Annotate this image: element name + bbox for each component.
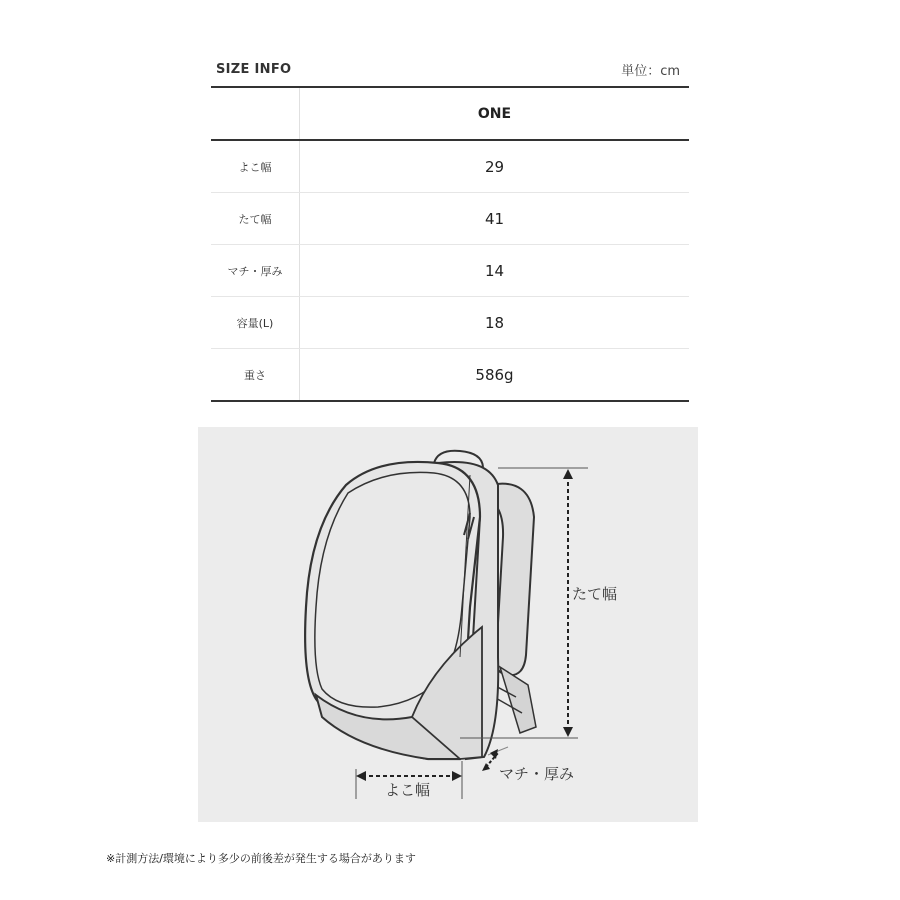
row-label: 容量(L) [211,297,300,349]
width-dimension-label: よこ幅 [385,781,431,799]
table-row [211,193,689,245]
row-label: たて幅 [211,193,300,245]
row-value: 41 [300,193,690,245]
size-table [211,86,689,402]
measurement-footnote: ※計測方法/環境により多少の前後差が発生する場合があります [106,852,416,865]
size-info-header [212,60,688,84]
row-value: 29 [300,140,690,193]
row-label: マチ・厚み [211,245,300,297]
backpack-illustration [198,427,698,822]
depth-dimension-label: マチ・厚み [499,765,575,783]
unit-label: 単位：cm [621,64,680,79]
table-row [211,349,689,402]
table-row [211,140,689,193]
column-header-one: ONE [300,87,690,140]
header-empty-cell [211,87,300,140]
row-label: よこ幅 [211,140,300,193]
row-value: 14 [300,245,690,297]
row-label: 重さ [211,349,300,402]
table-header-row [211,87,689,140]
row-value: 18 [300,297,690,349]
backpack-diagram [198,427,698,822]
size-info-title: SIZE INFO [216,62,292,77]
height-dimension-label: たて幅 [572,585,618,603]
row-value: 586g [300,349,690,402]
table-row [211,297,689,349]
table-row [211,245,689,297]
